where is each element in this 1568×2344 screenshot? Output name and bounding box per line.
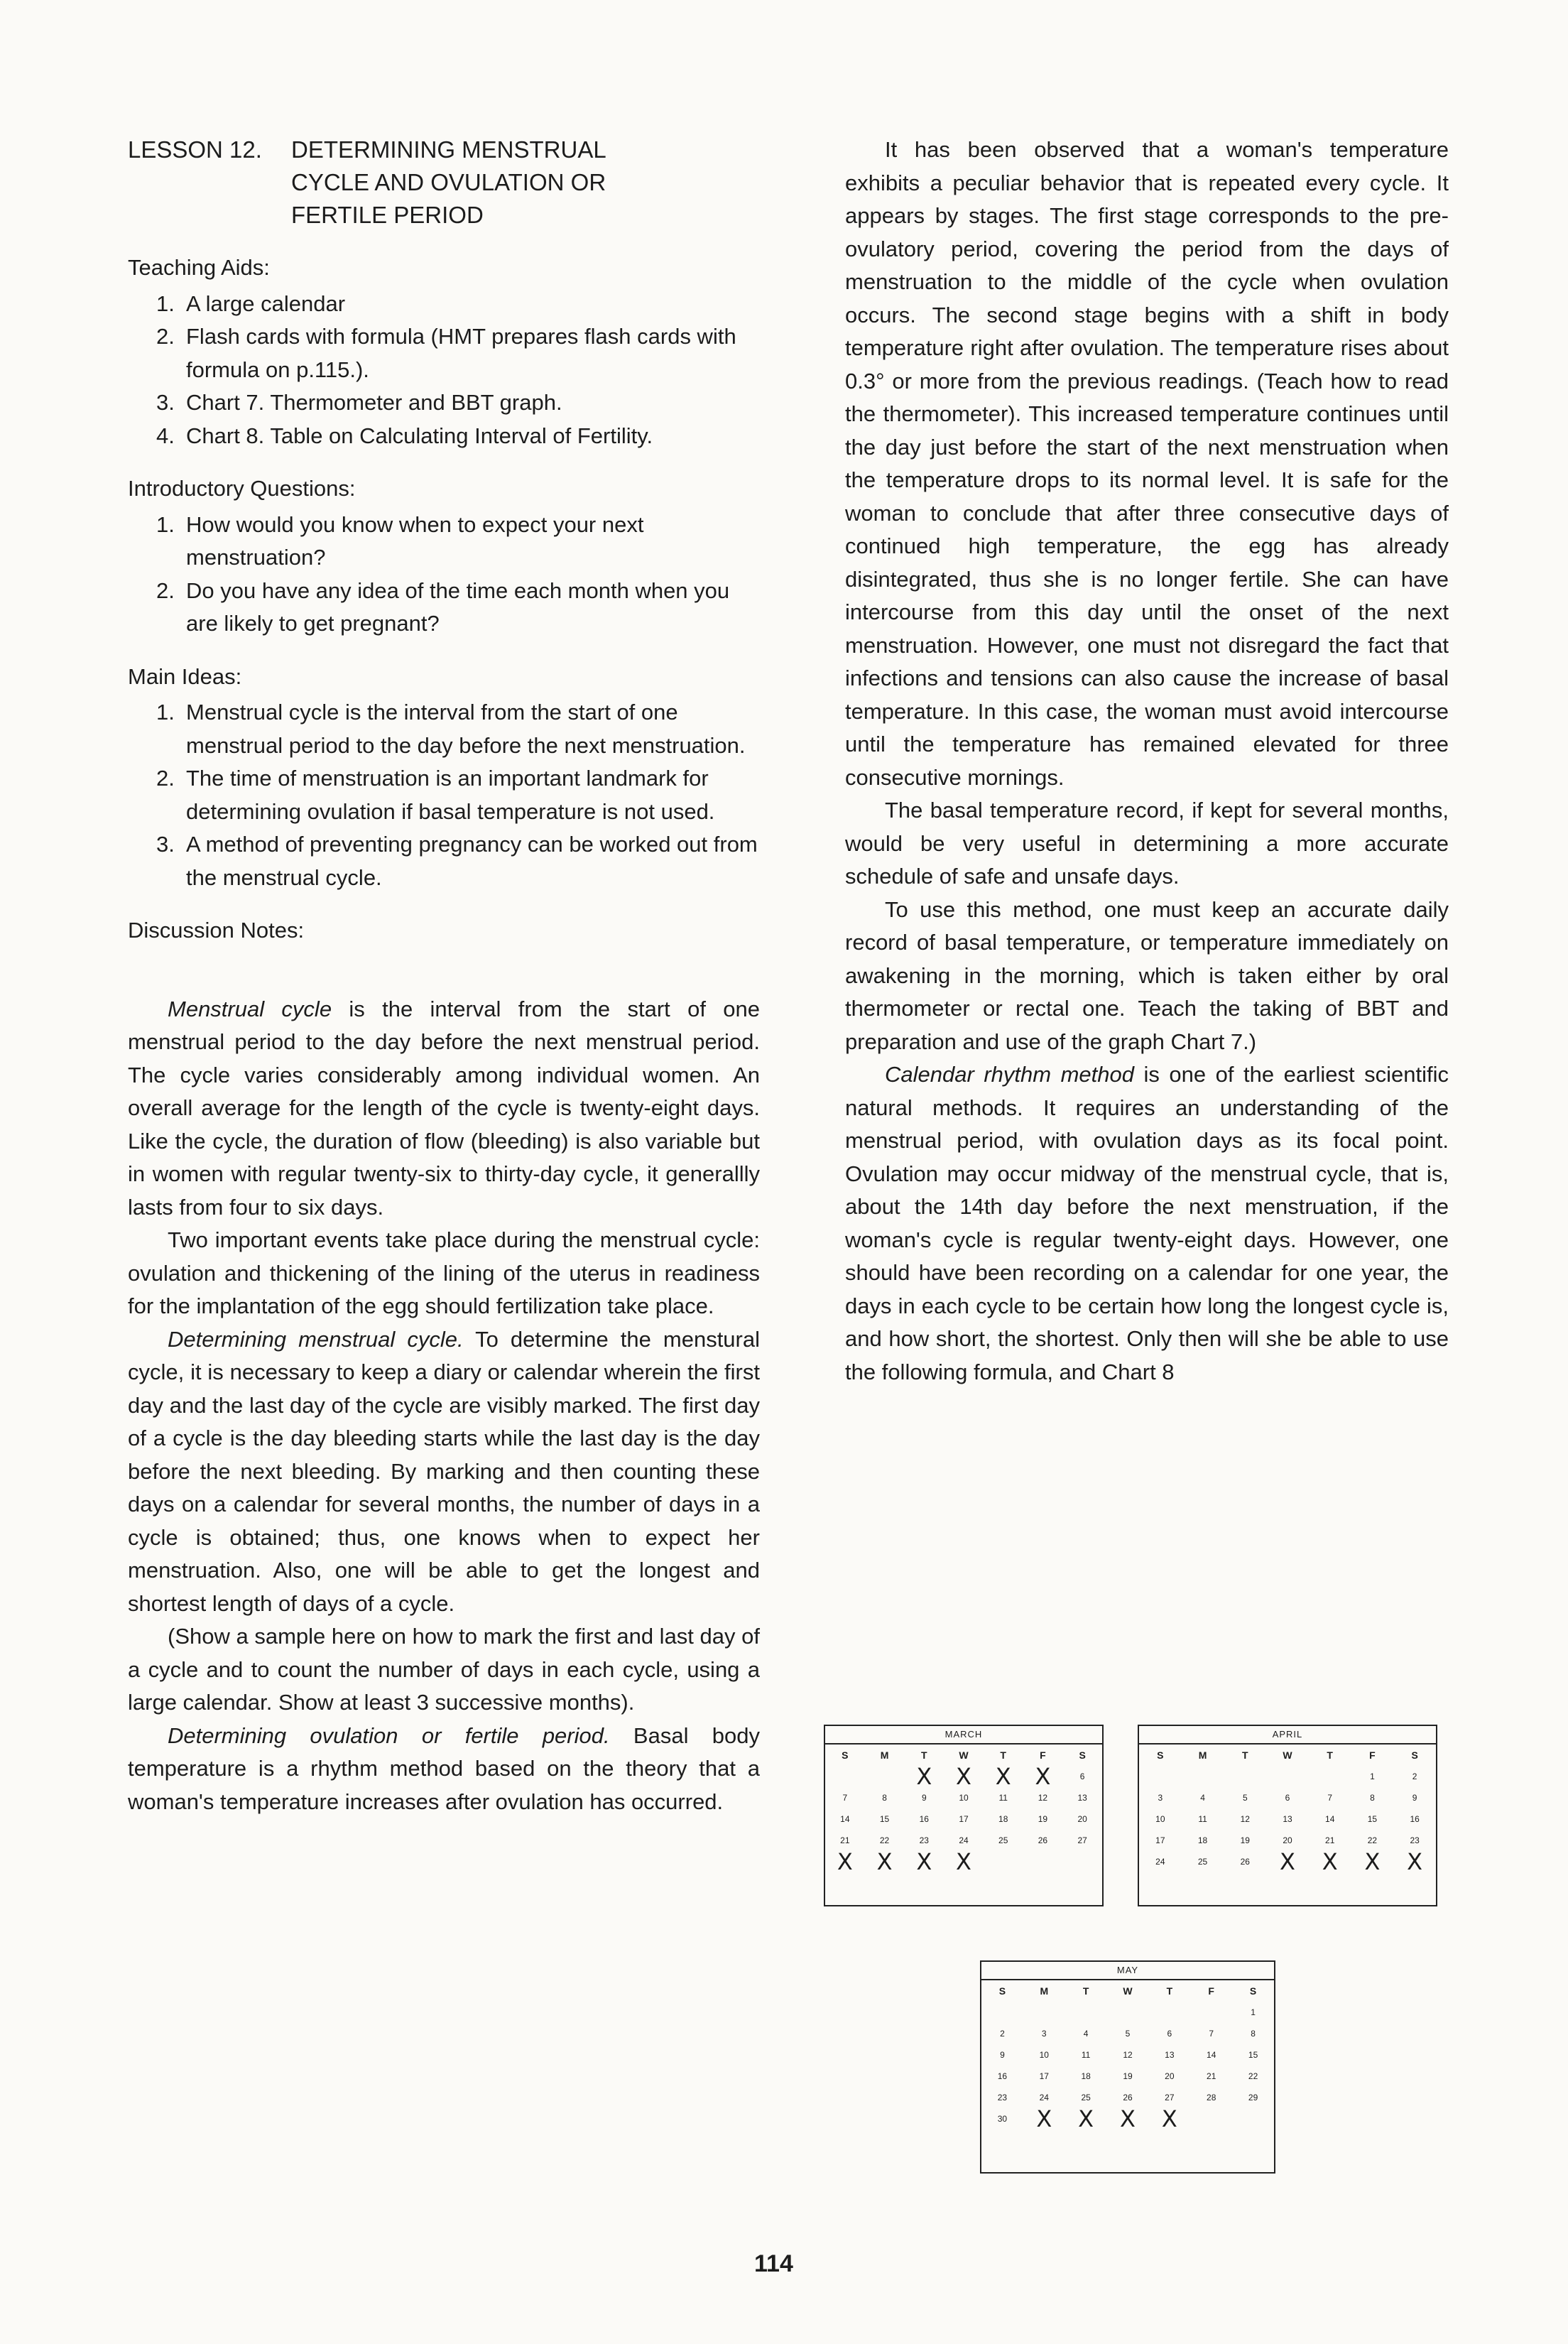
calendar-day: 13 xyxy=(1077,1793,1087,1803)
page-number: 114 xyxy=(754,2250,793,2277)
list-item: 1. How would you know when to expect your next menstruation? xyxy=(156,511,644,570)
calendar-day: 17 xyxy=(959,1814,969,1824)
calendar-day: 24 xyxy=(1155,1857,1165,1867)
calendar-day: 19 xyxy=(1038,1814,1048,1824)
body-paragraph: It has been observed that a woman's temperature exhibits a peculiar behavior that is repeated every cycle. It appears by stages. The first stage corresponds to the pre-ovulatory period, covering the period from the days of menstruation to the middle of the cycle when ovulation occurs. The second stage begins with a shift in body temperature right after ovulation. The temperature rises about 0.3° or more from the previous readings. (Teach how to read the thermometer). This increased temperature continues until the day just before the start of the next menstruation when the temperature drops to its normal level. It is safe for the woman to conclude that after three consecutive days of continued high temperature, the egg has already disintegrated, thus she is no longer fertile. She can have intercourse from this day until the onset of the next menstruation. However, one must not disregard the fact that infections and tensions can also cause the increase of basal temperature. In this case, the woman must avoid intercourse until the temperature has remained elevated for three consecutive mornings. xyxy=(845,137,1449,790)
calendar-day: 15 xyxy=(1248,2050,1258,2060)
calendar-day: 5 xyxy=(1242,1793,1248,1803)
weekday-label: T xyxy=(1327,1749,1333,1761)
marked-day: X xyxy=(916,1763,932,1790)
marked-day: X xyxy=(995,1763,1011,1790)
calendar-day xyxy=(1107,2002,1149,2023)
marked-day: X xyxy=(1078,2105,1094,2132)
marked-day: X xyxy=(1120,2105,1136,2132)
calendar-day: 18 xyxy=(1081,2071,1091,2081)
calendar-day: 30 xyxy=(997,2114,1008,2124)
marked-day: X xyxy=(1280,1848,1295,1875)
calendar-day: 2 xyxy=(1000,2029,1005,2039)
calendar-day: 8 xyxy=(882,1793,887,1803)
weekday-label: W xyxy=(1283,1749,1292,1761)
body-paragraph: To use this method, one must keep an accurate daily record of basal temperature, or temperature immediately on awakening in the morning, which is taken either by oral thermometer or rectal one. Teach the taking of BBT and preparation and use of the graph Chart 7.) xyxy=(845,896,1449,1054)
weekday-label: S xyxy=(1079,1749,1086,1761)
weekday-label: T xyxy=(921,1749,927,1761)
calendar-day: 19 xyxy=(1123,2071,1133,2081)
calendar-days xyxy=(1139,1766,1436,1894)
calendar-day xyxy=(1062,1851,1102,1872)
calendar-day: 9 xyxy=(1412,1793,1417,1803)
marked-day: X xyxy=(956,1763,971,1790)
list-item: 2. Do you have any idea of the time each month when you are likely to get pregnant? xyxy=(156,577,730,636)
weekday-label: S xyxy=(1249,1985,1257,1997)
calendar-day: 26 xyxy=(1038,1835,1048,1845)
calendar-day xyxy=(1190,2002,1232,2023)
calendar-day: 11 xyxy=(998,1793,1008,1803)
calendar-day: 4 xyxy=(1200,1793,1205,1803)
discussion-heading: Discussion Notes: xyxy=(128,918,305,943)
list-item: 2. Flash cards with formula (HMT prepares flash cards with formula on p.115.). xyxy=(156,324,736,382)
calendar-month-name: APRIL xyxy=(1139,1726,1436,1745)
introductory-list xyxy=(128,509,760,641)
teaching-aids-heading: Teaching Aids: xyxy=(128,255,270,280)
calendar-day: 10 xyxy=(1039,2050,1049,2060)
weekday-label: S xyxy=(1157,1749,1164,1761)
weekday-label: M xyxy=(880,1749,889,1761)
calendar-day: 20 xyxy=(1283,1835,1292,1845)
calendar-day: 6 xyxy=(1285,1793,1290,1803)
calendar-day: 12 xyxy=(1038,1793,1048,1803)
calendar-day: 12 xyxy=(1123,2050,1133,2060)
calendar-day: 1 xyxy=(1251,2007,1256,2017)
lesson-header xyxy=(128,134,760,232)
calendar-day: 15 xyxy=(1367,1814,1378,1824)
calendar-day: 18 xyxy=(998,1814,1008,1824)
calendar-day: 21 xyxy=(840,1835,850,1845)
discussion-paragraph: Menstrual cycle is the interval from the start of one menstrual period to the day before the next menstrual period. The cycle varies considerably among individual women. An overall average for the length of the cycle is twenty-eight days. Like the cycle, the duration of flow (bleeding) is also variable but in women with regular twenty-six to thirty-day cycle, it generallly lasts from four to six days. xyxy=(128,996,760,1220)
list-item: 2. The time of menstruation is an important landmark for determining ovulation if basal temperature is not used. xyxy=(156,766,715,824)
list-item: 1. A large calendar xyxy=(156,291,346,316)
weekday-label: M xyxy=(1040,1985,1049,1997)
calendar-day xyxy=(1266,1766,1309,1787)
marked-day: X xyxy=(1035,1763,1051,1790)
calendar-weekdays xyxy=(1139,1745,1436,1766)
calendar-day: 25 xyxy=(998,1835,1008,1845)
calendar-day: 22 xyxy=(879,1835,890,1845)
calendar-march xyxy=(824,1725,1104,1906)
discussion-paragraph: Determining menstrual cycle. To determine the menstural cycle, it is necessary to keep a diary or calendar wherein the first day and the last day of the cycle are visibly marked. The first day of a cycle is the day bleeding starts while the last day is the day before the next bleeding. By marking and then counting these days on a calendar for several months, the number of days in a cycle is obtained; thus, one knows when to expect her menstruation. Also, one will be able to get the longest and shortest length of days of a cycle. xyxy=(128,1326,761,1616)
marked-day: X xyxy=(916,1848,932,1875)
weekday-label: W xyxy=(1123,1985,1133,1997)
weekday-label: F xyxy=(1208,1985,1214,1997)
introductory-heading: Introductory Questions: xyxy=(128,476,356,501)
calendar-day xyxy=(1309,1766,1351,1787)
calendar-day: 16 xyxy=(997,2071,1008,2081)
marked-day: X xyxy=(837,1848,853,1875)
lesson-title-line: CYCLE AND OVULATION OR xyxy=(291,169,606,195)
weekday-label: S xyxy=(1411,1749,1418,1761)
discussion-paragraph: (Show a sample here on how to mark the first and last day of a cycle and to count the number of days in each cycle, using a large calendar. Show at least 3 successive months). xyxy=(128,1624,760,1715)
weekday-label: W xyxy=(959,1749,969,1761)
calendar-weekdays xyxy=(981,1980,1274,2002)
weekday-label: T xyxy=(1000,1749,1006,1761)
calendar-day: 12 xyxy=(1240,1814,1250,1824)
calendar-day: 7 xyxy=(842,1793,848,1803)
calendar-day xyxy=(1139,1872,1182,1894)
calendar-day: 11 xyxy=(1081,2050,1091,2060)
calendar-day: 17 xyxy=(1039,2071,1049,2081)
weekday-label: S xyxy=(842,1749,849,1761)
calendar-day: 10 xyxy=(959,1793,969,1803)
calendar-april xyxy=(1138,1725,1437,1906)
lesson-title xyxy=(291,134,717,232)
marked-day: X xyxy=(876,1848,893,1875)
calendar-day: 22 xyxy=(1367,1835,1378,1845)
calendar-day: 21 xyxy=(1207,2071,1216,2081)
term: Determining ovulation or fertile period. xyxy=(168,1722,610,1748)
calendar-day: 8 xyxy=(1370,1793,1375,1803)
calendar-day xyxy=(1182,1766,1224,1787)
lesson-title-line: FERTILE PERIOD xyxy=(291,202,484,228)
discussion-paragraph: Determining ovulation or fertile period. Basal body temperature is a rhythm method based on the theory that a woman's temperature increases after ovulation has occurred. xyxy=(128,1722,760,1814)
term: Menstrual cycle xyxy=(168,996,332,1021)
weekday-label: T xyxy=(1166,1985,1173,1997)
calendar-day: 14 xyxy=(1207,2050,1216,2060)
calendar-day: 17 xyxy=(1155,1835,1165,1845)
calendar-day: 18 xyxy=(1197,1835,1208,1845)
calendar-month-name: MAY xyxy=(981,1962,1274,1980)
calendar-day: 7 xyxy=(1327,1793,1333,1803)
calendar-day xyxy=(1224,1766,1266,1787)
marked-day: X xyxy=(1407,1848,1423,1875)
calendar-day: 14 xyxy=(1325,1814,1335,1824)
calendar-day: 16 xyxy=(1410,1814,1420,1824)
calendar-day: 3 xyxy=(1158,1793,1163,1803)
calendar-day: 2 xyxy=(1412,1771,1417,1781)
calendar-day: 24 xyxy=(959,1835,969,1845)
marked-day: X xyxy=(956,1848,971,1875)
body-paragraph: The basal temperature record, if kept for several months, would be very useful in determining a more accurate schedule of safe and unsafe days. xyxy=(845,798,1449,889)
calendar-day: 13 xyxy=(1165,2050,1175,2060)
calendar-day: 3 xyxy=(1041,2029,1047,2039)
calendar-day: 20 xyxy=(1165,2071,1175,2081)
calendar-day: 13 xyxy=(1283,1814,1292,1824)
weekday-label: M xyxy=(1198,1749,1207,1761)
term: Determining menstrual cycle. xyxy=(168,1326,464,1352)
calendar-day: 10 xyxy=(1155,1814,1165,1824)
calendar-day xyxy=(825,1766,865,1787)
calendar-day: 6 xyxy=(1167,2029,1172,2039)
calendar-day: 15 xyxy=(879,1814,890,1824)
marked-day: X xyxy=(1322,1848,1338,1875)
calendar-day: 29 xyxy=(1248,2093,1258,2102)
right-column xyxy=(845,134,1449,1389)
calendar-day: 6 xyxy=(1079,1771,1085,1781)
body-paragraph: Calendar rhythm method is one of the earliest scientific natural methods. It requires an understanding of the menstrual period, with ovulation days as its focal point. Ovulation may occur midway of the menstrual cycle, that is, about the 14th day before the next menstruation, if the woman's cycle is regular twenty-eight days. However, one should have been recording on a calendar for one year, the days in each cycle to be certain how long the longest cycle is, and how short, the shortest. Only then will she be able to use the following formula, and Chart 8 xyxy=(845,1062,1449,1384)
marked-day: X xyxy=(1161,2105,1177,2132)
calendar-day xyxy=(1023,1851,1063,1872)
calendar-month-name: MARCH xyxy=(825,1726,1102,1745)
calendar-day: 4 xyxy=(1083,2029,1089,2039)
calendar-day: 11 xyxy=(1198,1814,1207,1824)
teaching-aids-list xyxy=(128,288,760,453)
calendar-days xyxy=(981,2002,1274,2132)
calendar-day: 23 xyxy=(1410,1835,1420,1845)
calendar-day: 5 xyxy=(1125,2029,1131,2039)
calendar-day: 23 xyxy=(919,1835,929,1845)
calendar-day: 9 xyxy=(921,1793,927,1803)
calendar-day xyxy=(1148,2002,1190,2023)
calendar-days xyxy=(825,1763,1102,1875)
left-column xyxy=(128,134,760,1818)
calendar-day: 22 xyxy=(1248,2071,1258,2081)
calendar-day: 19 xyxy=(1240,1835,1250,1845)
calendar-day: 25 xyxy=(1081,2093,1091,2102)
calendar-day: 23 xyxy=(997,2093,1008,2102)
calendar-day: 27 xyxy=(1165,2093,1175,2102)
calendar-day: 14 xyxy=(840,1814,850,1824)
calendar-may xyxy=(980,1960,1275,2174)
calendar-day: 24 xyxy=(1039,2093,1049,2102)
calendar-day: 26 xyxy=(1123,2093,1133,2102)
weekday-label: F xyxy=(1369,1749,1376,1761)
calendar-day: 20 xyxy=(1077,1814,1087,1824)
weekday-label: S xyxy=(998,1985,1006,1997)
list-item: 4. Chart 8. Table on Calculating Interval of Fertility. xyxy=(156,423,653,448)
calendar-day: 1 xyxy=(1370,1771,1375,1781)
marked-day: X xyxy=(1364,1848,1381,1875)
calendar-day: 7 xyxy=(1209,2029,1214,2039)
weekday-label: T xyxy=(1242,1749,1248,1761)
weekday-label: T xyxy=(1082,1985,1089,1997)
calendar-day xyxy=(1190,2108,1232,2129)
calendar-day: 9 xyxy=(1000,2050,1005,2060)
calendar-day: 8 xyxy=(1251,2029,1256,2039)
calendar-day xyxy=(1139,1766,1182,1787)
list-item: 3. Chart 7. Thermometer and BBT graph. xyxy=(156,390,562,415)
calendar-day: 21 xyxy=(1325,1835,1335,1845)
main-ideas-list xyxy=(128,696,760,894)
calendar-day: 26 xyxy=(1240,1857,1250,1867)
calendar-day xyxy=(984,1851,1023,1872)
calendar-day xyxy=(1232,2108,1274,2129)
term: Calendar rhythm method xyxy=(885,1062,1134,1087)
discussion-paragraph: Two important events take place during the menstrual cycle: ovulation and thickening of the lining of the uterus in readiness for the implantation of the egg should fertilization take place. xyxy=(128,1227,760,1318)
calendar-day: 16 xyxy=(919,1814,929,1824)
list-item: 3. A method of preventing pregnancy can be worked out from the menstrual cycle. xyxy=(156,832,758,890)
marked-day: X xyxy=(1036,2105,1052,2132)
list-item: 1. Menstrual cycle is the interval from the start of one menstrual period to the day before the next menstruation. xyxy=(156,700,746,758)
lesson-title-line: DETERMINING MENSTRUAL xyxy=(291,136,606,163)
main-ideas-heading: Main Ideas: xyxy=(128,663,242,689)
calendar-day xyxy=(981,2002,1023,2023)
weekday-label: F xyxy=(1040,1749,1046,1761)
calendar-day xyxy=(865,1766,905,1787)
calendar-day: 25 xyxy=(1197,1857,1208,1867)
calendar-day xyxy=(1065,2002,1107,2023)
calendar-day: 28 xyxy=(1207,2093,1216,2102)
calendar-day xyxy=(1023,2002,1065,2023)
calendar-day: 27 xyxy=(1077,1835,1087,1845)
lesson-number: LESSON 12. xyxy=(128,136,262,163)
